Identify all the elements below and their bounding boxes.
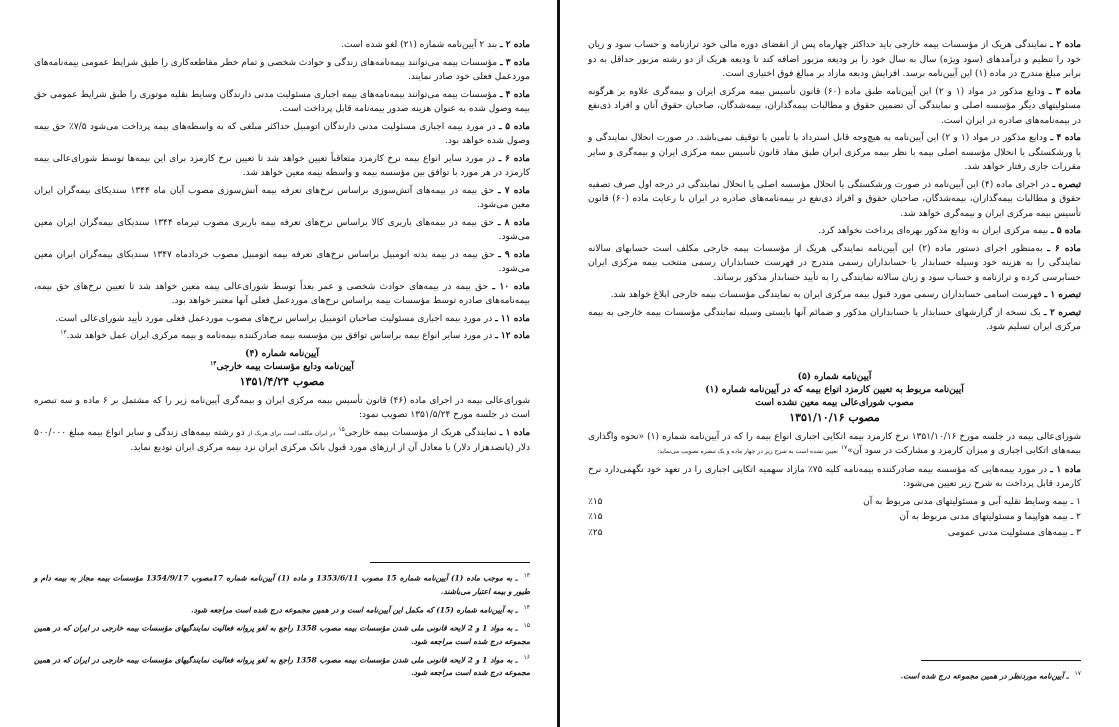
footnote-۱۵: $^{۱۵}$ـ به مواد 1 و 2 لایحه قانونی ملی شدن مؤسسات بیمه مصوب 1358 راجع به لغو پروانه فعالیت نمایندگیهای مؤسسات بیمه خارجی در ایران که در همین مجموعه درج شده است مراجعه شود. [34,622,530,646]
footnote-rule-right [921,660,1081,661]
left-article-10: ماده ۱۱ ـ در مورد بیمه اجباری مسئولیت صاحبان اتومبیل براساس نرخ‌های مصوب مورد‌عمل فعلی مورد تأیید شورای‌عالی است. [55,313,530,324]
footnote-17: $^{۱۷}$ـ آیین‌نامه موردنظر در همین مجموعه درج شده است. [900,670,1081,681]
right-article-2: ماده ۳ ـ ودایع مذکور در مواد (۱ و ۲) این آیین‌نامه طبق ماده (۶۰) قانون تأسیس بیمه مرکزی ایران و بیمه‌گری علاوه بر هرگونه مسئولیتهای دیگر مؤسسه اصلی و نمایندگی آن تضمین حقوق و مطالبات بیمه‌گذاران، بیمه‌شدگان، صاحبان حقوق آنان و افراد ذی‌نفع در بیمه‌نامه‌های صادره در ایران است. [588,86,1081,126]
footnote-۱۳: $^{۱۳}$ـ به موجب ماده (1) آیین‌نامه شماره 15 مصوب 1353/6/11 و ماده (1) آیین‌نامه شماره 17مصوب 1354/9/17 مؤسسات بیمه مجاز به بیمه دام و طیور و بیمه اعتبار می‌باشند. [34,572,531,596]
regulation-5-preamble: شورای‌عالی بیمه در جلسه مورخ ۱۳۵۱/۱۰/۱۶ نرخ کارمزد بیمه اتکایی اجباری انواع بیمه را که در آیین‌نامه شماره (۱) «نحوه واگذاری بیمه‌های اتکایی اجباری و میزان کارمزد و مشارکت در سود آن»$^{۱۷}$ تعیین نشده است به شرح زیر در چهار ماده و یک تبصره تصویب می‌نماید: [588,431,1081,456]
regulation-5-approved: مصوب ۱۳۵۱/۱۰/۱۶ [789,410,880,424]
left-footnotes [34,562,530,682]
right-article-5: ماده ۵ ـ بیمه مرکزی ایران به ودایع مذکور بهره‌ای پرداخت نخواهد کرد. [818,226,1081,236]
left-article-3: ماده ۴ ـ مؤسسات بیمه می‌توانند بیمه‌نامه‌های بیمه اجباری مسئولیت مدنی دارندگان وسایط نقلیه موتوری را طبق شرایط عمومی حق بیمه وصول شده به عنوان هزینه صدور بیمه‌نامه قابل پرداخت است. [34,89,530,114]
right-page [560,0,1119,727]
left-articles [34,38,530,344]
tier-label: ۳ ـ بیمه‌های مسئولیت مدنی عمومی [947,527,1081,538]
right-article-7: تبصره ۱ ـ فهرست اسامی حسابداران رسمی مورد قبول بیمه مرکزی ایران به نمایندگی مؤسسات بیمه خارجی ابلاغ خواهد شد. [610,290,1081,300]
left-article-4: ماده ۵ ـ در مورد بیمه اجباری مسئولیت مدنی دارندگان اتومبیل حداکثر مبلغی که به واسطه‌های بیمه پرداخت می‌شود ۷/۵٪ حق بیمه وصول شده خواهد بود. [34,121,530,146]
tier-label: ۱ ـ بیمه وسایط نقلیه آبی و مسئولیتهای مدنی مربوط به آن [863,496,1081,507]
regulation-4-preamble: شورای‌عالی بیمه در اجرای ماده (۴۶) قانون تأسیس بیمه مرکزی ایران و بیمه‌گری آیین‌نامه زیر را که مشتمل بر ۶ ماده و سه تبصره است در جلسه مورخ ۱۳۵۱/۵/۲۴ تصویب نمود: [34,395,530,420]
left-page [0,0,558,727]
footnote-۱۴: $^{۱۴}$ـ به آیین‌نامه شماره (15) که مکمل این آیین‌نامه است و در همین مجموعه درج شده است مراجعه شود. [191,603,530,614]
tier-row [588,526,1081,541]
left-article-1: ماده ۲ ـ بند ۲ آیین‌نامه شماره (۲۱) لغو شده است. [341,40,530,50]
regulation-4-title: آیین‌نامه ودایع مؤسسات بیمه خارجی$^{۱۴}$ [210,359,354,372]
regulation-4-number: آیین‌نامه شماره (۴) [245,348,319,359]
regulation-5-article-1: ماده ۱ ـ در مورد بیمه‌هایی که مؤسسه بیمه صادرکننده بیمه‌نامه کلیه ۷۵٪ مازاد سهمیه اتکایی اجباری را در تعهد خود نگهمی‌دارد نرخ کارمزد قابل پرداخت به شرح زیر تعیین می‌شود: [588,464,1081,489]
left-article-7: ماده ۸ ـ حق بیمه در بیمه‌های باربری کالا براساس نرخ‌های تعرفه بیمه باربری مصوب تیرماه ۱۳۴۴ سندیکای بیمه‌گران ایران معین می‌شود. [34,217,530,242]
left-article-6: ماده ۷ ـ حق بیمه در بیمه‌های آتش‌سوزی براساس نرخ‌های تعرفه بیمه آتش‌سوزی مصوب آبان ماه ۱۳۴۴ سندیکای بیمه‌گران ایران معین می‌شود. [34,185,530,210]
right-article-8: تبصره ۲ ـ یک نسخه از گزارشهای حسابدار یا حسابداران مذکور و ضمائم آنها بایستی وسیله نمایندگی مؤسسات بیمه خارجی به بیمه مرکزی ایران تسلیم شود. [588,307,1081,332]
right-footnotes [588,660,1081,683]
left-article-5: ماده ۶ ـ در مورد سایر انواع بیمه نرخ کارمزد متعاقباً تعیین خواهد شد تا تعیین نرخ کارمزد برای این بیمه‌ها توسط شورای‌عالی بیمه کارمزد در هر مورد با توافق بین مؤسسه بیمه و واسطه بیمه معین خواهد شد. [34,153,530,178]
regulation-5-title: آیین‌نامه مربوط به تعیین کارمزد انواع بیمه که در آیین‌نامه شماره (۱) [705,384,964,395]
right-article-4: تبصره ـ در اجرای ماده (۴) این آیین‌نامه در صورت ورشکستگی یا انحلال مؤسسه اصلی یا انحلال نمایندگی در درجه اول صرف تصفیه حقوق و مطالبات بیمه‌گذاران، بیمه‌شدگان، صاحبان حقوق و افراد ذی‌نفع در بیمه‌نامه‌های صادره در ایران با رعایت ماده (۶۰) قانون تأسیس بیمه مرکزی ایران و بیمه‌گری خواهد شد. [588,179,1081,219]
left-article-9: ماده ۱۰ ـ حق بیمه در بیمه‌های حوادث شخصی و عمر بعداً توسط شورای‌عالی بیمه معین خواهد شد تا تعیین نرخ‌های حق بیمه، بیمه‌نامه‌های صادره توسط مؤسسات بیمه براساس نرخ‌های مورد‌عمل فعلی آنها معتبر خواهد بود. [34,281,530,306]
right-article-1: ماده ۲ ـ نمایندگی هریک از مؤسسات بیمه خارجی باید حداکثر چهارماه پس از انقضای دوره مالی خود ترازنامه و حساب سود و زیان خود را تنظیم و درآمدهای (سود ویژه) سال به سال خود را بر ودیعه مزبور اضافه کند تا ودیعه هریک از دو رشته مزبور حداقل به دو برابر مبلغ مندرج در ماده (۱) این آیین‌نامه برسد. افزایش ودیعه مازاد بر مبالغ فوق اختیاری است. [588,40,1081,79]
regulation-5-title-2: مصوب شورای‌عالی بیمه معین نشده است [755,397,914,408]
right-article-6: ماده ۶ ـ به‌منظور اجرای دستور ماده (۲) این آیین‌نامه نمایندگی هریک از مؤسسات بیمه خارجی مکلف است حسابهای سالانه نمایندگی را به هزینه خود وسیله حسابدار یا حسابداران رسمی مندرج در فهرست حسابداران رسمی منتخب بیمه مرکزی ایران حسابرسی کرده و ترازنامه و حساب سود و زیان سالانه نمایندگی را به تأیید حسابدار مذکور برساند. [588,243,1081,283]
tier-label: ۲ ـ بیمه هواپیما و مسئولیتهای مدنی مربوط به آن [899,512,1081,522]
tier-percent: ٪۱۵ [588,496,603,507]
regulation-5-heading [588,371,1081,426]
left-article-8: ماده ۹ ـ حق بیمه در بیمه بدنه اتومبیل براساس نرخ‌های تعرفه بیمه اتومبیل مصوب خردادماه ۱۳۴۷ سندیکای بیمه‌گران ایران معین می‌شود. [34,249,530,274]
tier-percent: ٪۲۵ [588,527,603,538]
right-article-3: ماده ۴ ـ ودایع مذکور در مواد (۱ و ۲) این آیین‌نامه به هیچ‌وجه قابل استرداد یا تأمین یا توقیف نمی‌باشد. در صورت انحلال نمایندگی و یا ورشکستگی یا انحلال مؤسسه اصلی بیمه با نظر بیمه مرکزی ایران طبق مفاد قانون تأسیس بیمه مرکزی ایران و بیمه‌گری و سایر مقررات جاری رفتار خواهد شد. [588,133,1082,172]
commission-tiers [588,495,1081,541]
regulation-4-approved: مصوب ۱۳۵۱/۴/۲۴ [239,374,325,388]
footnote-rule [370,562,530,563]
tier-row [588,510,1081,525]
left-article-2: ماده ۳ ـ مؤسسات بیمه می‌توانند بیمه‌نامه‌های زندگی و حوادث شخصی و تمام خطر مقاطعه‌کاری را طبق شرایط عمومی بیمه‌نامه‌های مورد‌عمل فعلی خود صادر نمایند. [33,57,530,82]
tier-percent: ٪۱۵ [588,512,603,522]
right-articles [588,38,1081,335]
regulation-4-heading [34,348,530,390]
tier-row [588,495,1081,510]
regulation-4-article-1: ماده ۱ ـ نمایندگی هریک از مؤسسات بیمه خارجی$^{۱۵}$ در ایران مکلف است برای هریک از دو رشته بیمه‌های زندگی و سایر انواع بیمه مبلغ ۵۰۰/۰۰۰ دلار (پانصدهزار دلار) یا معادل آن از ارزهای مورد قبول بانک مرکزی ایران نزد بیمه مرکزی ایران تودیع نماید. [34,425,531,453]
footnote-۱۶: $^{۱۶}$ـ به مواد 1 و 2 لایحه قانونی ملی شدن مؤسسات بیمه مصوب 1358 راجع به لغو پروانه فعالیت نمایندگیهای مؤسسات بیمه خارجی در ایران که در همین مجموعه درج شده است مراجعه شود. [34,653,530,677]
regulation-5-number: آیین‌نامه شماره (۵) [797,371,872,382]
left-article-11: ماده ۱۲ ـ در مورد سایر انواع بیمه براساس توافق بین مؤسسه بیمه صادرکننده بیمه‌نامه و بیمه مرکزی ایران عمل خواهد شد.$^{۱۳}$ [60,329,530,341]
